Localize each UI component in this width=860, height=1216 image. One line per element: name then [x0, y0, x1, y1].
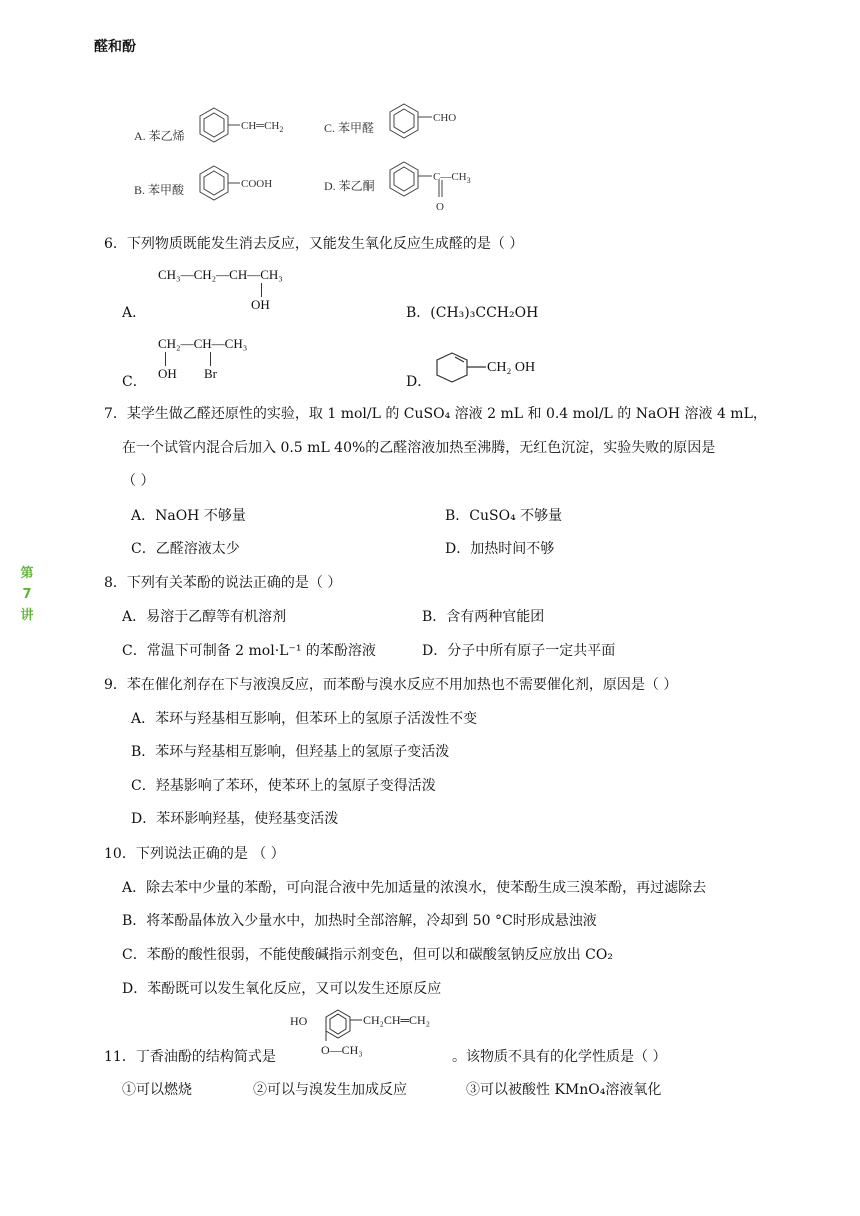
q10-option-b: B．将苯酚晶体放入少量水中，加热时全部溶解，冷却到 50 °C时形成悬浊液 [122, 913, 597, 929]
q7-option-c: C．乙醛溶液太少 [131, 541, 240, 557]
side-lecture-label [18, 563, 36, 626]
q6-c-oh: OH [158, 366, 177, 381]
q8-stem: 8．下列有关苯酚的说法正确的是（ ） [104, 575, 342, 591]
q11-property-2: ②可以与溴发生加成反应 [253, 1082, 407, 1098]
compound-a-group: $CH═CH_2$ [241, 120, 284, 134]
q6-option-c-label: C． [122, 374, 147, 390]
q6-a-chain: CH₃—CH₂—CH—CH₃ [158, 267, 283, 282]
q6-option-d-label: D． [406, 374, 432, 390]
q8-option-b: B．含有两种官能团 [422, 609, 545, 625]
q11-stem-left: 11．丁香油酚的结构简式是 [104, 1049, 276, 1065]
q11-stem-right: 。该物质不具有的化学性质是（ ） [452, 1049, 667, 1065]
compound-a-label: A. 苯乙烯 [134, 129, 185, 143]
eugenol-structure [288, 1008, 452, 1062]
page-header-title: 醛和酚 [94, 39, 136, 55]
q6-c-chain: CH₂—CH—CH₃ [158, 336, 248, 351]
compound-c-label: C. 苯甲醛 [324, 121, 375, 135]
q8-option-a: A．易溶于乙醇等有机溶剂 [122, 609, 287, 625]
side-label-char: 7 [22, 587, 32, 602]
cyclohexene-ring [434, 350, 488, 384]
q6-option-b-formula: (CH₃)₃CCH₂OH [430, 305, 539, 321]
q6-option-a-label: A． [122, 305, 147, 321]
q6-option-b-label: B． [406, 305, 431, 321]
q11-property-3: ③可以被酸性 KMnO₄溶液氧化 [466, 1082, 662, 1098]
q7-option-a: A．NaOH 不够量 [131, 508, 246, 524]
q6-a-bond [261, 283, 262, 297]
q7-stem-line2: 在一个试管内混合后加入 0.5 mL 40%的乙醛溶液加热至沸腾，无红色沉淀，实验失败的原因是 [122, 440, 716, 456]
q6-c-br: Br [204, 366, 217, 381]
compound-d-label: D. 苯乙酮 [324, 179, 375, 193]
q7-option-b: B．CuSO₄ 不够量 [445, 508, 563, 524]
q7-stem-line3: （ ） [122, 473, 155, 489]
aromatic-compounds-figure [128, 96, 488, 220]
compound-c-group: CHO [433, 112, 457, 124]
side-label-char: 讲 [20, 608, 34, 623]
eugenol-methoxy: O—CH₃ [321, 1043, 363, 1057]
eugenol-side-chain: CH₂CH═CH₂ [363, 1013, 430, 1027]
side-label-char: 第 [20, 566, 34, 581]
q6-option-b [406, 302, 538, 322]
q6-stem: 6．下列物质既能发生消去反应，又能发生氧化反应生成醛的是（ ） [104, 236, 524, 252]
q8-option-d: D．分子中所有原子一定共平面 [422, 643, 616, 659]
q8-option-c: C．常温下可制备 2 mol·L⁻¹ 的苯酚溶液 [122, 643, 376, 659]
q7-option-d: D．加热时间不够 [445, 541, 555, 557]
q10-option-a: A．除去苯中少量的苯酚，可向混合液中先加适量的浓溴水，使苯酚生成三溴苯酚，再过滤除去 [122, 880, 707, 896]
q10-option-d: D．苯酚既可以发生氧化反应，又可以发生还原反应 [122, 981, 442, 997]
q6-a-oh: OH [251, 297, 270, 312]
q9-option-b: B．苯环与羟基相互影响，但羟基上的氢原子变活泼 [131, 744, 450, 760]
compound-d-oxygen: O [436, 201, 444, 213]
q10-stem: 10．下列说法正确的是 （ ） [104, 846, 285, 862]
q7-stem-line1: 7．某学生做乙醛还原性的实验，取 1 mol/L 的 CuSO₄ 溶液 2 mL 和 0.4 mol/L 的 NaOH 溶液 4 mL， [104, 406, 767, 422]
q6-c-bond-oh [165, 352, 166, 366]
q6-c-bond-br [210, 352, 211, 366]
q9-stem: 9．苯在催化剂存在下与液溴反应，而苯酚与溴水反应不用加热也不需要催化剂，原因是（ ） [104, 677, 678, 693]
q11-property-1: ①可以燃烧 [122, 1082, 192, 1098]
compound-d-group: $C—CH_3$ [433, 171, 471, 185]
q10-option-c: C．苯酚的酸性很弱，不能使酸碱指示剂变色，但可以和碳酸氢钠反应放出 CO₂ [122, 947, 613, 963]
compound-b-label: B. 苯甲酸 [134, 183, 185, 197]
q9-option-d: D．苯环影响羟基，使羟基变活泼 [131, 811, 339, 827]
q9-option-a: A．苯环与羟基相互影响，但苯环上的氢原子活泼性不变 [131, 711, 478, 727]
q6-d-group: CH₂ OH [487, 360, 536, 375]
q9-option-c: C．羟基影响了苯环，使苯环上的氢原子变得活泼 [131, 778, 436, 794]
eugenol-ho: HO [290, 1014, 308, 1028]
compound-b-group: COOH [241, 178, 273, 190]
